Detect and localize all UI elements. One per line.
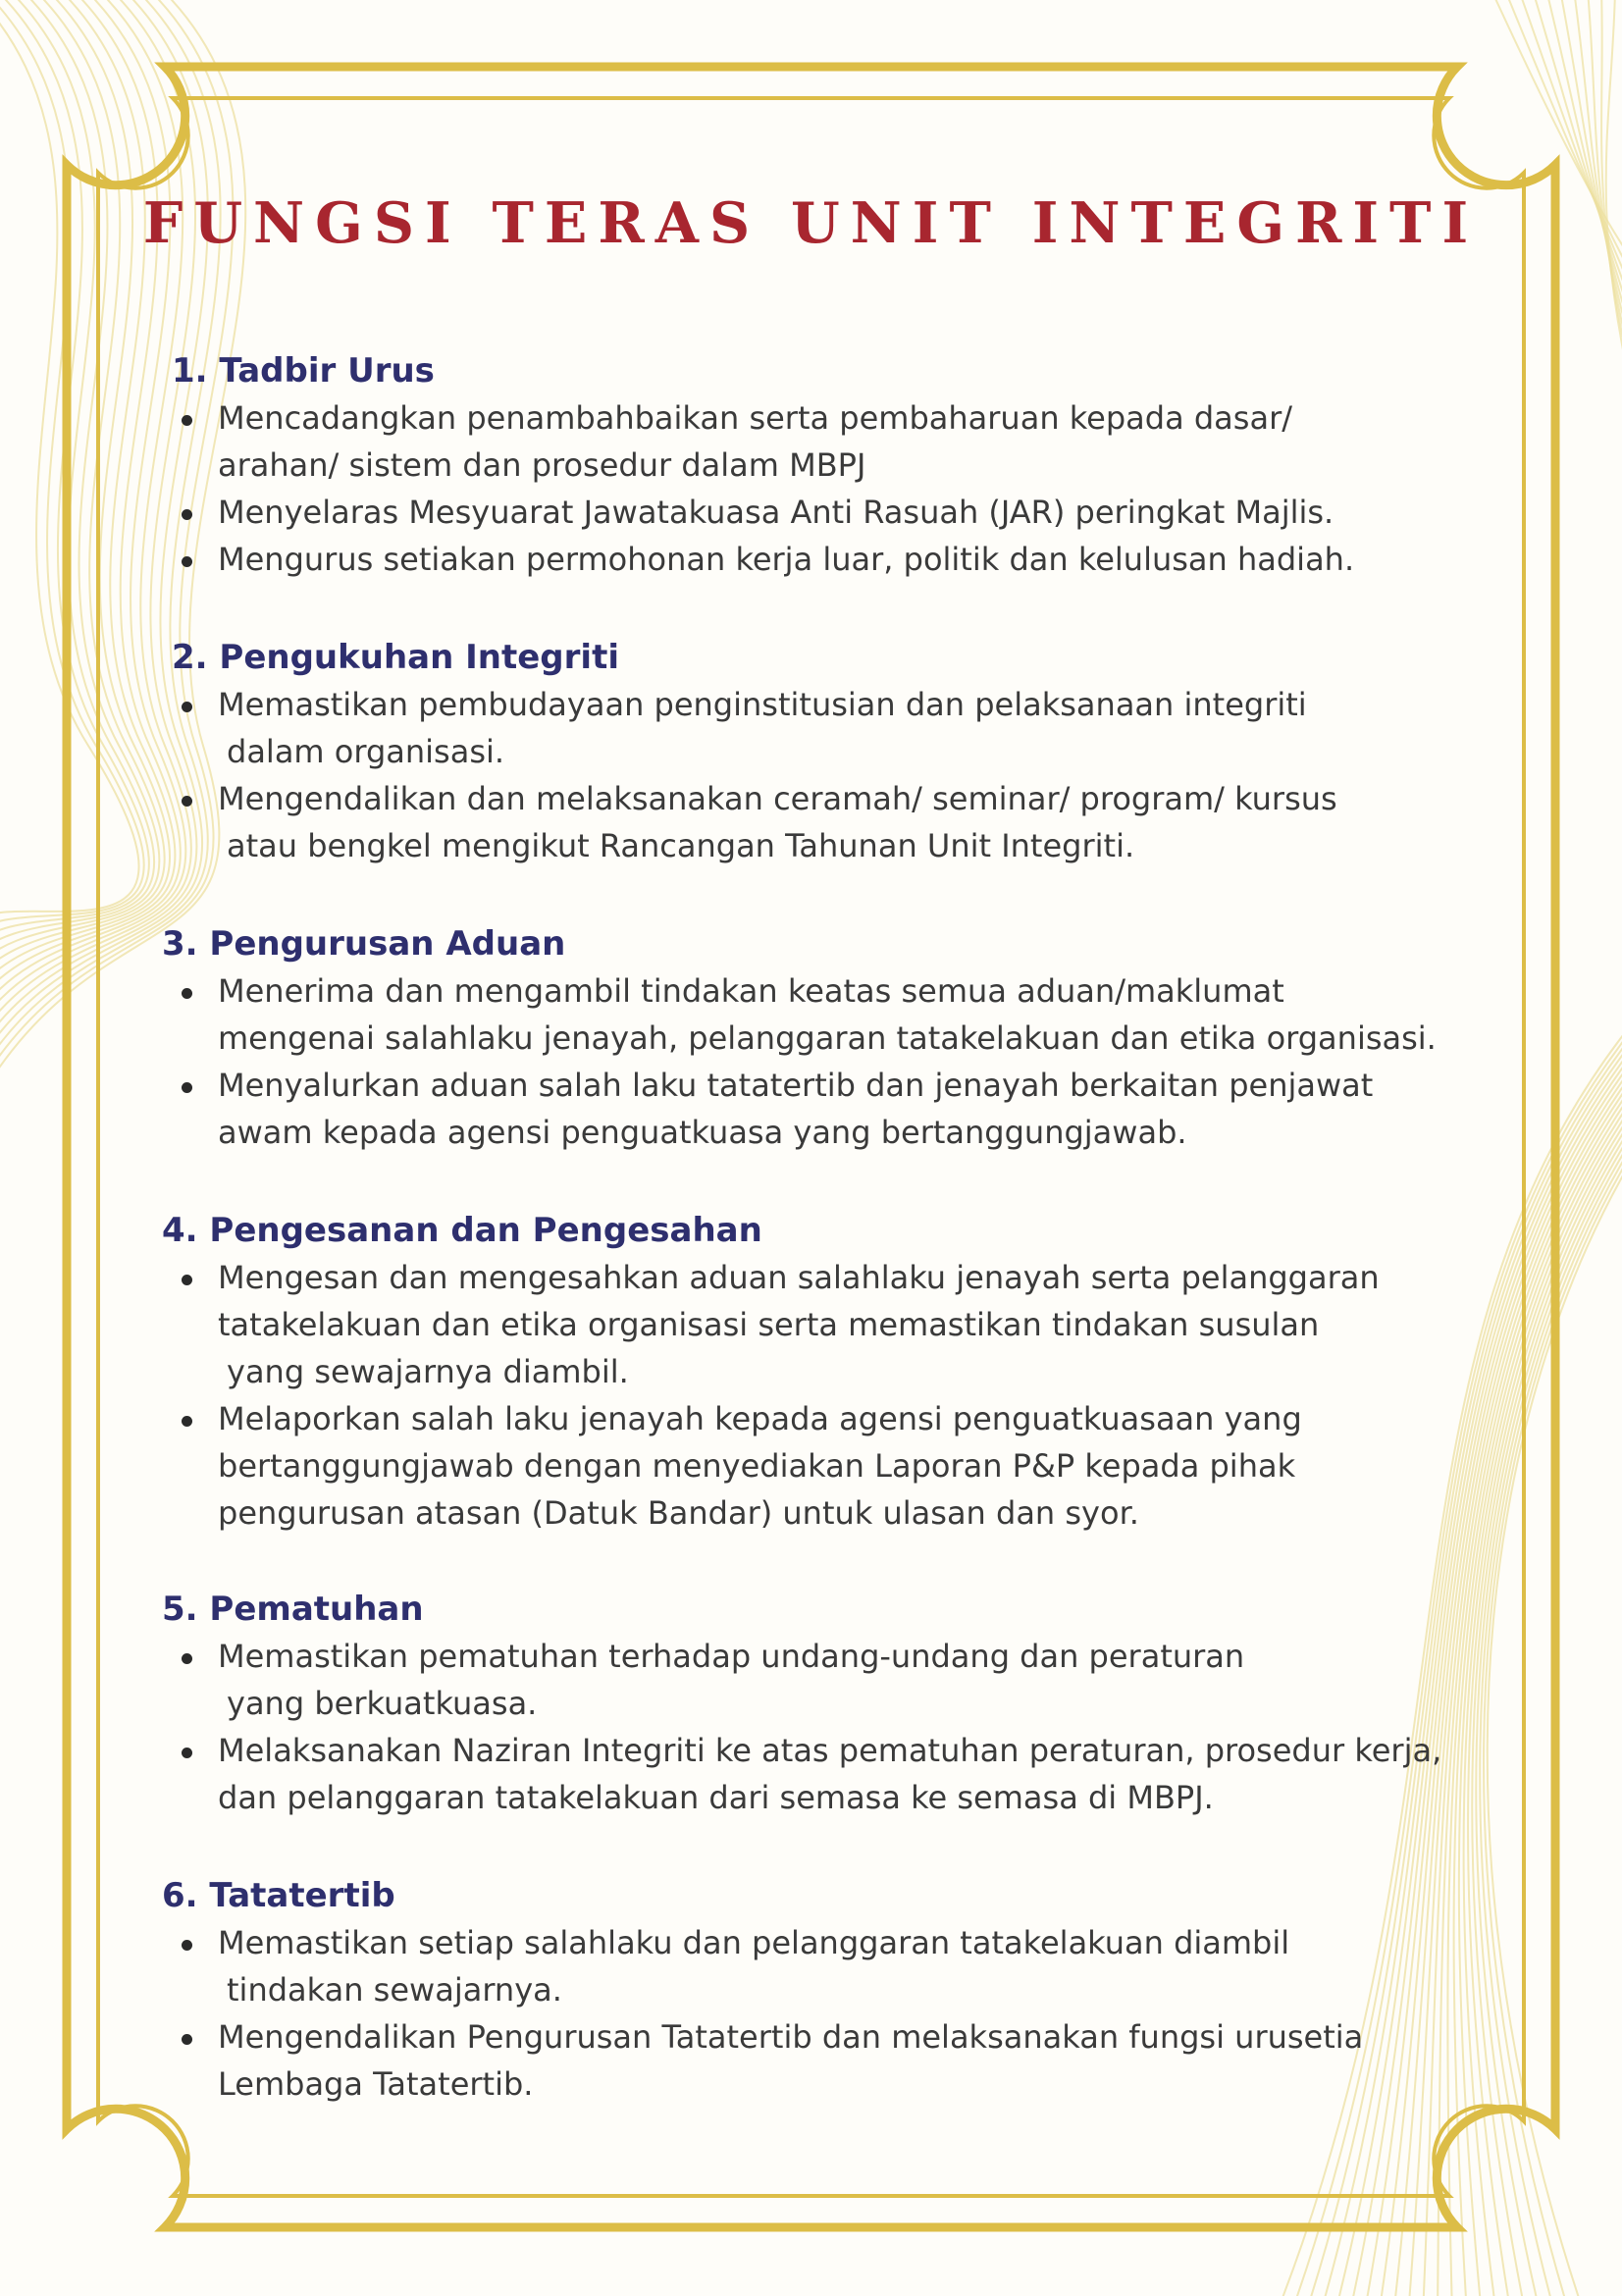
bullet-icon [182, 509, 192, 520]
list-item: Mengendalikan Pengurusan Tatatertib dan melaksanakan fungsi urusetia Lembaga Tatatertib. [172, 2013, 1363, 2108]
list-item: Mencadangkan penambahbaikan serta pembaharuan kepada dasar/ arahan/ sistem dan prosedur dalam MBPJ [172, 394, 1354, 489]
list-item: Memastikan pematuhan terhadap undang-undang dan peraturan yang berkuatkuasa. [172, 1633, 1441, 1727]
list-item: Melaporkan salah laku jenayah kepada agensi penguatkuasaan yang bertanggungjawab dengan menyediakan Laporan P&P kepada pihak pengurusan atasan (Datuk Bandar) untuk ulasan dan syor. [172, 1395, 1380, 1537]
section-pengurusan-aduan [162, 920, 1437, 1156]
section-heading: 6. Tatatertib [162, 1876, 395, 1915]
bullet-icon [182, 1082, 192, 1093]
section-heading: 3. Pengurusan Aduan [162, 924, 566, 964]
bullet-icon [182, 415, 192, 426]
section-heading: 5. Pematuhan [162, 1590, 424, 1629]
list-item: Menerima dan mengambil tindakan keatas semua aduan/maklumat mengenai salahlaku jenayah, pelanggaran tatakelakuan dan etika organisasi. [172, 967, 1437, 1062]
list-item: Melaksanakan Naziran Integriti ke atas pematuhan peraturan, prosedur kerja, dan pelanggaran tatakelakuan dari semasa ke semasa di MBPJ. [172, 1727, 1441, 1821]
bullet-icon [182, 988, 192, 999]
section-pengukuhan-integriti [172, 634, 1337, 869]
bullet-icon [182, 1416, 192, 1427]
section-tadbir-urus [172, 347, 1354, 583]
section-pematuhan [162, 1586, 1441, 1821]
section-heading: 4. Pengesanan dan Pengesahan [162, 1211, 762, 1250]
list-item: Mengendalikan dan melaksanakan ceramah/ seminar/ program/ kursus atau bengkel mengikut Rancangan Tahunan Unit Integriti. [172, 775, 1337, 869]
section-heading: 1. Tadbir Urus [172, 351, 435, 391]
bullet-icon [182, 1275, 192, 1285]
bullet-icon [182, 796, 192, 807]
bullet-icon [182, 1748, 192, 1758]
bullet-icon [182, 1653, 192, 1664]
list-item: Menyelaras Mesyuarat Jawatakuasa Anti Rasuah (JAR) peringkat Majlis. [172, 489, 1354, 536]
section-heading: 2. Pengukuhan Integriti [172, 638, 619, 677]
page-title: FUNGSI TERAS UNIT INTEGRITI [142, 190, 1480, 256]
list-item: Mengurus setiakan permohonan kerja luar, politik dan kelulusan hadiah. [172, 536, 1354, 583]
list-item: Memastikan pembudayaan penginstitusian dan pelaksanaan integriti dalam organisasi. [172, 681, 1337, 775]
section-pengesanan-pengesahan [162, 1207, 1380, 1537]
list-item: Mengesan dan mengesahkan aduan salahlaku jenayah serta pelanggaran tatakelakuan dan etika organisasi serta memastikan tindakan susulan yang sewajarnya diambil. [172, 1254, 1380, 1395]
bullet-icon [182, 556, 192, 567]
bullet-icon [182, 2034, 192, 2045]
bullet-icon [182, 702, 192, 712]
bullet-icon [182, 1940, 192, 1951]
list-item: Memastikan setiap salahlaku dan pelanggaran tatakelakuan diambil tindakan sewajarnya. [172, 1919, 1363, 2013]
section-tatatertib [162, 1872, 1363, 2108]
list-item: Menyalurkan aduan salah laku tatatertib dan jenayah berkaitan penjawat awam kepada agensi penguatkuasa yang bertanggungjawab. [172, 1062, 1437, 1156]
